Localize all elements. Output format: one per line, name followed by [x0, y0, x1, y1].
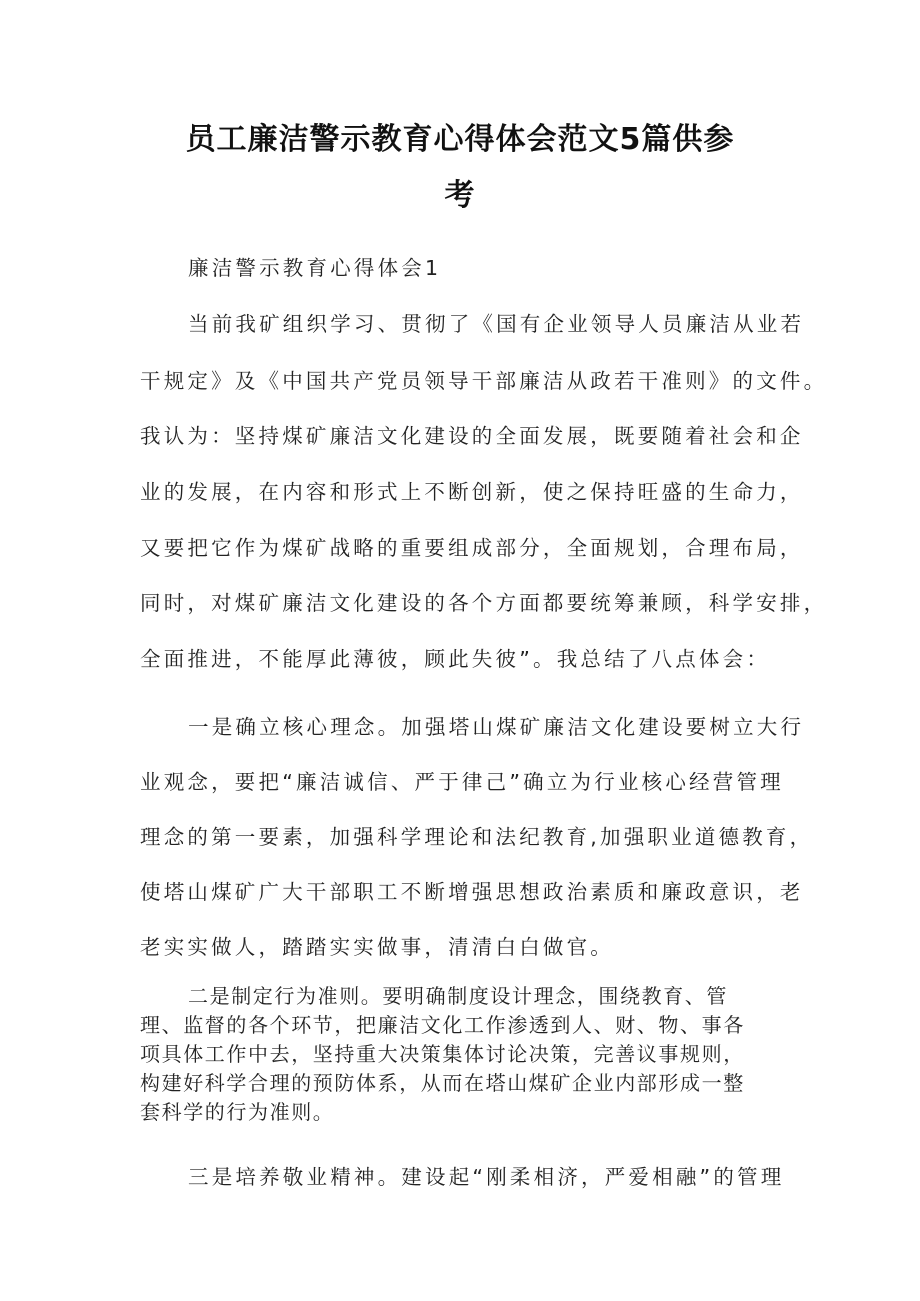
- paragraph-4-line: 三是培养敬业精神。建设起“刚柔相济，严爱相融”的管理: [188, 1165, 785, 1189]
- paragraph-2-line: 使塔山煤矿广大干部职工不断增强思想政治素质和廉政意识，老: [140, 880, 804, 904]
- paragraph-3-line: 套科学的行为准则。: [140, 1100, 335, 1124]
- document-title-line-2: 考: [444, 178, 476, 213]
- paragraph-2-line: 业观念，要把“廉洁诚信、严于律己”确立为行业核心经营管理: [140, 770, 784, 794]
- paragraph-3-line: 理、监督的各个环节，把廉洁文化工作渗透到人、财、物、事各: [140, 1013, 745, 1037]
- document-title-line-1: 员工廉洁警示教育心得体会范文5篇供参: [185, 122, 735, 157]
- paragraph-3-line: 项具体工作中去，坚持重大决策集体讨论决策，完善议事规则，: [140, 1042, 745, 1066]
- paragraph-1-line: 干规定》及《中国共产党员领导干部廉洁从政若干准则》的文件。: [140, 369, 828, 393]
- paragraph-1-line: 全面推进，不能厚此薄彼，顾此失彼”。我总结了八点体会：: [140, 647, 771, 671]
- paragraph-1-line: 当前我矿组织学习、贯彻了《国有企业领导人员廉洁从业若: [188, 312, 805, 336]
- paragraph-3-line: 构建好科学合理的预防体系，从而在塔山煤矿企业内部形成一整: [140, 1071, 745, 1095]
- paragraph-3-line: 二是制定行为准则。要明确制度设计理念，围绕教育、管: [188, 984, 728, 1008]
- section-heading: 廉洁警示教育心得体会1: [188, 256, 442, 280]
- paragraph-1-line: 我认为：坚持煤矿廉洁文化建设的全面发展，既要随着社会和企: [140, 424, 804, 448]
- paragraph-1-line: 业的发展，在内容和形式上不断创新，使之保持旺盛的生命力，: [140, 480, 804, 504]
- paragraph-1-line: 同时，对煤矿廉洁文化建设的各个方面都要统筹兼顾，科学安排，: [140, 591, 828, 615]
- paragraph-2-line: 老实实做人，踏踏实实做事，清清白白做官。: [140, 935, 614, 959]
- paragraph-2-line: 一是确立核心理念。加强塔山煤矿廉洁文化建设要树立大行: [188, 715, 805, 739]
- paragraph-2-line: 理念的第一要素，加强科学理论和法纪教育,加强职业道德教育，: [140, 825, 814, 849]
- paragraph-1-line: 又要把它作为煤矿战略的重要组成部分，全面规划，合理布局，: [140, 536, 804, 560]
